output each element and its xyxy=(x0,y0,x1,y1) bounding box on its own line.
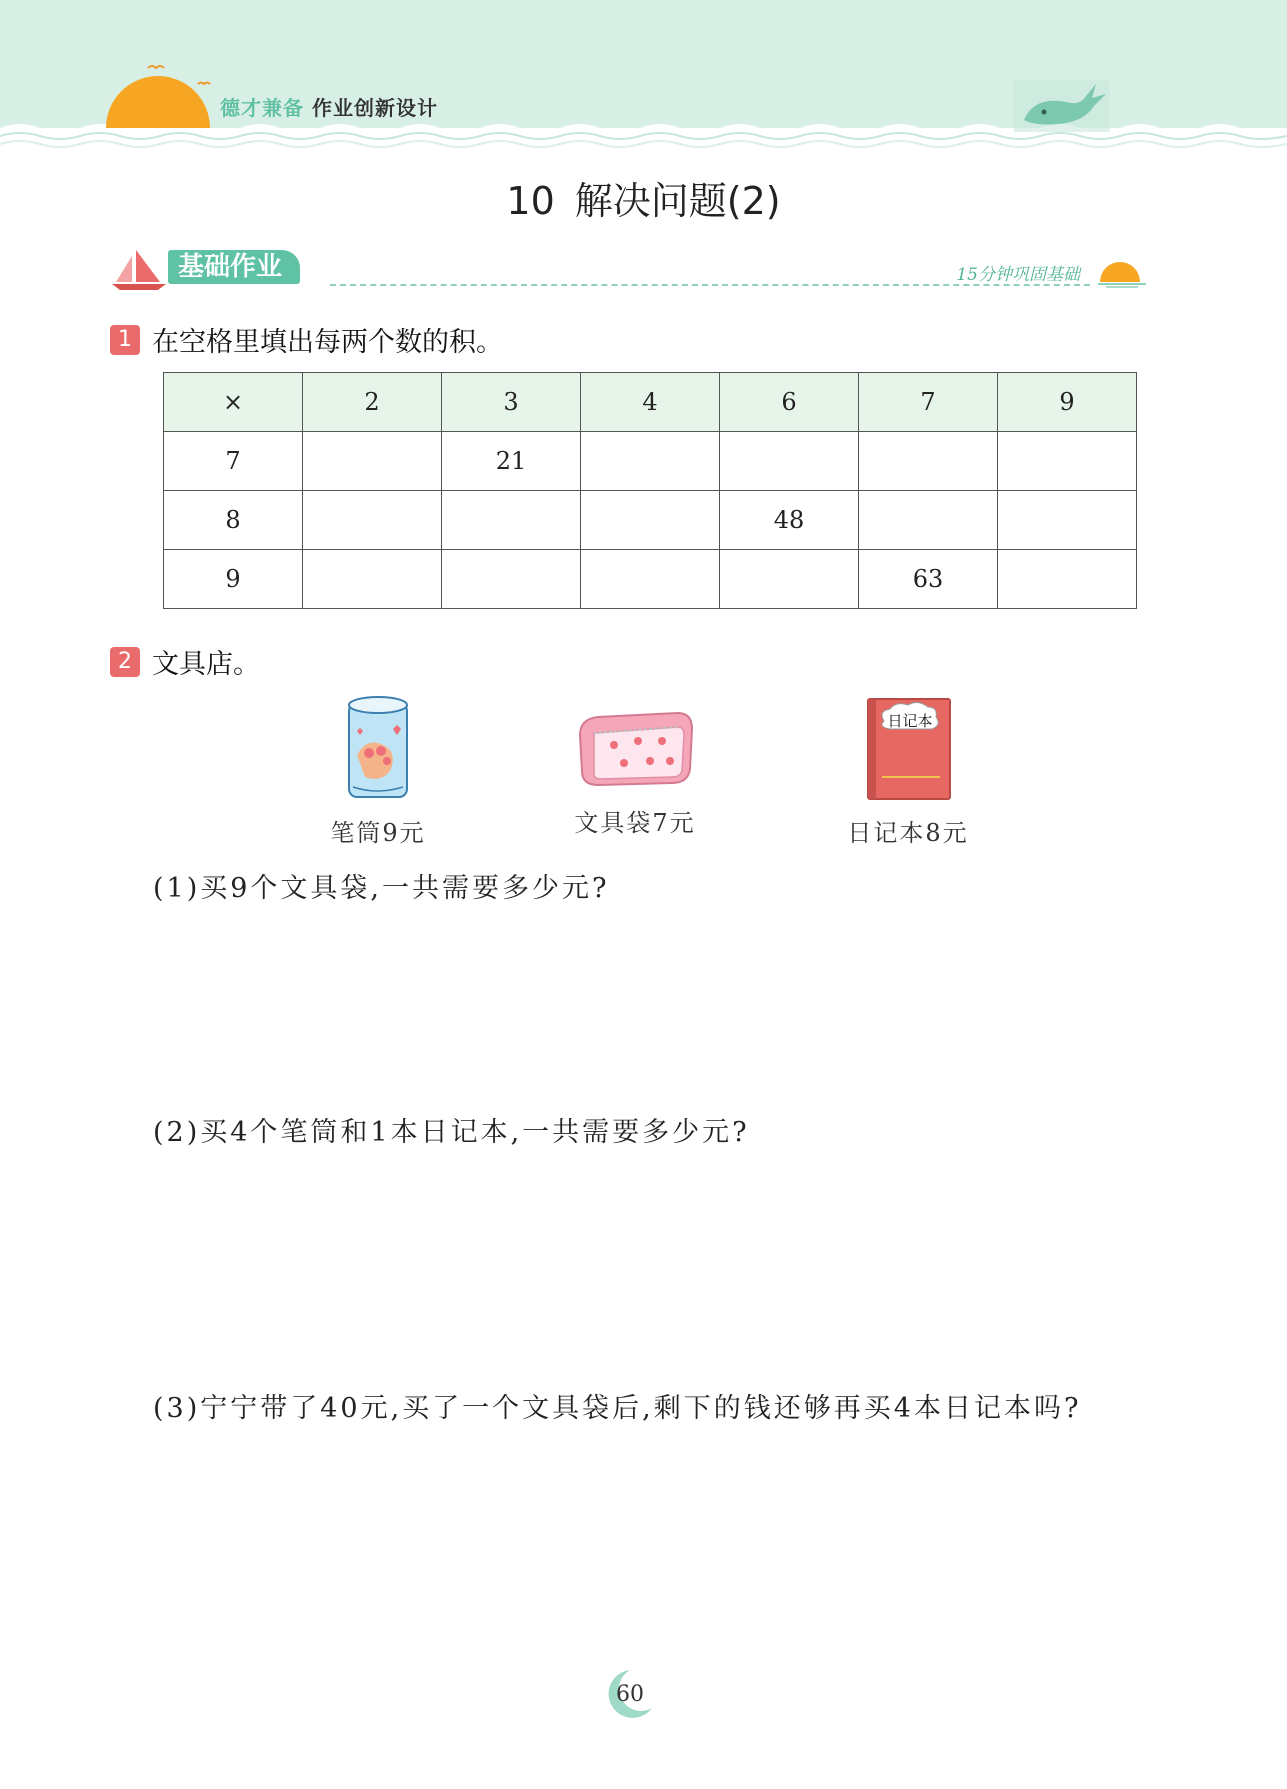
answer-cell[interactable] xyxy=(998,432,1137,491)
answer-cell[interactable] xyxy=(442,491,581,550)
table-header-row xyxy=(164,373,1137,432)
answer-cell[interactable] xyxy=(859,491,998,550)
answer-cell[interactable] xyxy=(581,550,720,609)
answer-cell: 63 xyxy=(859,550,998,609)
answer-cell[interactable] xyxy=(303,432,442,491)
lesson-number: 10 xyxy=(506,179,555,223)
question-2-badge: 2 xyxy=(110,647,140,677)
small-sun-icon xyxy=(1094,256,1150,288)
question-1-badge: 1 xyxy=(110,325,140,355)
product-caption: 笔筒9元 xyxy=(330,819,426,847)
answer-cell: 48 xyxy=(720,491,859,550)
answer-cell[interactable] xyxy=(581,432,720,491)
sub-question-3: (3)宁宁带了40元,买了一个文具袋后,剩下的钱还够再买4本日记本吗? xyxy=(153,1393,1082,1424)
answer-cell[interactable] xyxy=(859,432,998,491)
sailboat-icon xyxy=(110,248,170,290)
table-row xyxy=(164,491,1137,550)
question-2-heading xyxy=(110,642,260,681)
product-pencil-case xyxy=(565,705,705,838)
diary-icon xyxy=(862,695,954,803)
product-pen-holder xyxy=(308,695,448,848)
page-number xyxy=(600,1664,660,1724)
table-header-cell: 9 xyxy=(998,373,1137,432)
product-caption: 日记本8元 xyxy=(847,819,969,847)
whale-icon xyxy=(1014,76,1114,136)
table-header-cell: 6 xyxy=(720,373,859,432)
answer-cell[interactable] xyxy=(720,550,859,609)
table-header-cell: 2 xyxy=(303,373,442,432)
pencil-case-icon xyxy=(574,705,696,793)
answer-cell[interactable] xyxy=(303,550,442,609)
section-tip: 15分钟巩固基础 xyxy=(956,265,1080,285)
answer-cell[interactable] xyxy=(581,491,720,550)
answer-cell: 21 xyxy=(442,432,581,491)
section-banner xyxy=(110,248,1150,290)
sub-question-1: (1)买9个文具袋,一共需要多少元? xyxy=(153,873,610,904)
question-1-text: 在空格里填出每两个数的积。 xyxy=(152,327,503,358)
question-2-text: 文具店。 xyxy=(152,649,260,680)
brand-label xyxy=(220,92,438,121)
answer-cell[interactable] xyxy=(998,550,1137,609)
table-header-cell: 7 xyxy=(859,373,998,432)
brand-green-text: 德才兼备 xyxy=(220,96,304,120)
table-header-cell: 4 xyxy=(581,373,720,432)
page-header xyxy=(0,0,1287,160)
lesson-title: 解决问题(2) xyxy=(574,179,781,223)
question-1-heading xyxy=(110,320,503,359)
table-row-label: 7 xyxy=(164,432,303,491)
answer-cell[interactable] xyxy=(442,550,581,609)
sub-question-2: (2)买4个笔筒和1本日记本,一共需要多少元? xyxy=(153,1117,750,1148)
product-diary xyxy=(838,695,978,848)
table-row xyxy=(164,432,1137,491)
page-number-text: 60 xyxy=(616,1682,644,1707)
brand-dark-text: 作业创新设计 xyxy=(312,96,438,120)
sun-icon xyxy=(100,60,220,130)
diary-cover-text: 日记本 xyxy=(887,713,933,730)
table-row-label: 9 xyxy=(164,550,303,609)
table-header-cell: × xyxy=(164,373,303,432)
table-header-cell: 3 xyxy=(442,373,581,432)
product-caption: 文具袋7元 xyxy=(574,809,696,837)
page-title xyxy=(0,170,1287,225)
multiplication-table xyxy=(163,372,1137,609)
answer-cell[interactable] xyxy=(303,491,442,550)
pen-holder-icon xyxy=(343,695,413,803)
table-row xyxy=(164,550,1137,609)
section-label: 基础作业 xyxy=(168,250,300,284)
table-row-label: 8 xyxy=(164,491,303,550)
answer-cell[interactable] xyxy=(998,491,1137,550)
answer-cell[interactable] xyxy=(720,432,859,491)
